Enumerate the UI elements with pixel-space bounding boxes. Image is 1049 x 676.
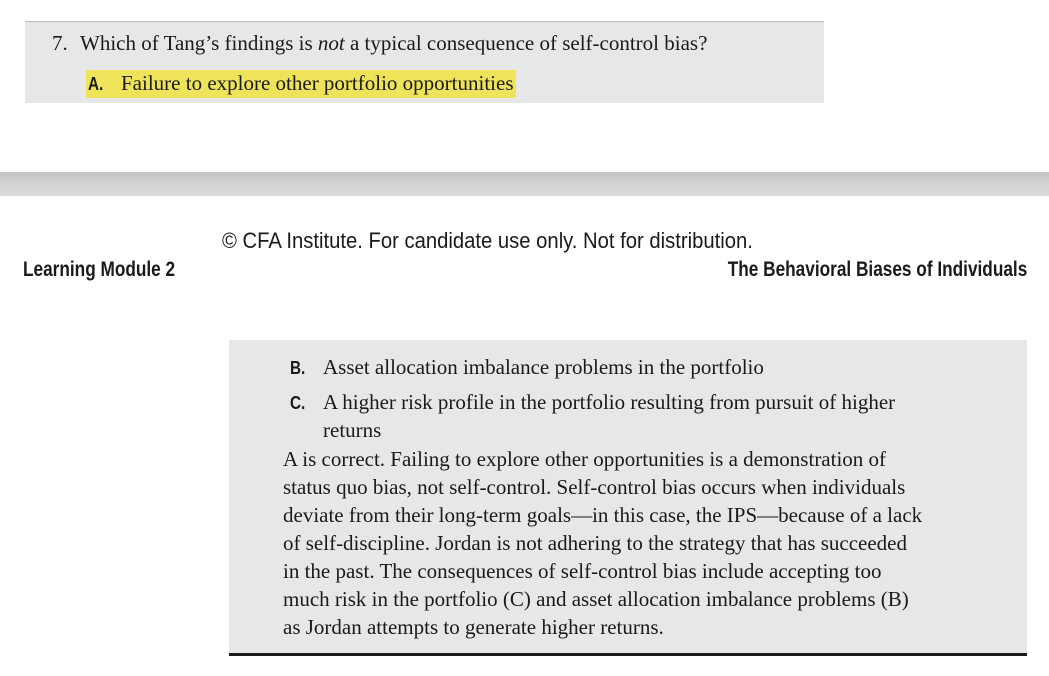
option-c (290, 388, 895, 444)
answer-line: as Jordan attempts to generate higher returns. (283, 615, 664, 639)
question-number: 7. (52, 31, 68, 55)
copyright-notice: © CFA Institute. For candidate use only. Not for distribution. (222, 228, 753, 253)
answer-line: status quo bias, not self-control. Self-control bias occurs when individuals (283, 475, 906, 499)
option-a-highlighted (86, 70, 516, 98)
question-emphasis: not (317, 31, 345, 55)
running-header-module: Learning Module 2 (23, 258, 176, 281)
answer-line: A is correct. Failing to explore other opportunities is a demonstration of (283, 447, 887, 471)
previous-page-bottom (0, 0, 1049, 172)
question-7 (52, 29, 707, 57)
page-separator (0, 172, 1049, 196)
option-b-text: Asset allocation imbalance problems in the portfolio (323, 355, 764, 379)
option-b-letter: B. (290, 358, 306, 378)
answer-line: much risk in the portfolio (C) and asset allocation imbalance problems (B) (283, 587, 909, 611)
answer-line: in the past. The consequences of self-control bias include accepting too (283, 559, 882, 583)
option-a-text: Failure to explore other portfolio opportunities (121, 71, 514, 95)
answer-explanation (283, 445, 1003, 641)
question-text-before: Which of Tang’s findings is (80, 31, 318, 55)
answer-line: deviate from their long-term goals—in this case, the IPS—because of a lack (283, 503, 923, 527)
option-c-letter: C. (290, 393, 306, 413)
question-text-after: a typical consequence of self-control bias? (344, 31, 708, 55)
option-c-line-1: A higher risk profile in the portfolio resulting from pursuit of higher (323, 390, 896, 414)
option-a-letter: A. (88, 74, 104, 94)
option-c-text (323, 388, 895, 444)
option-c-line-2: returns (323, 418, 382, 442)
option-b (290, 353, 764, 382)
box-bottom-rule (229, 653, 1027, 656)
running-header-title: The Behavioral Biases of Individuals (727, 258, 1027, 281)
answer-line: of self-discipline. Jordan is not adhering to the strategy that has succeeded (283, 531, 907, 555)
